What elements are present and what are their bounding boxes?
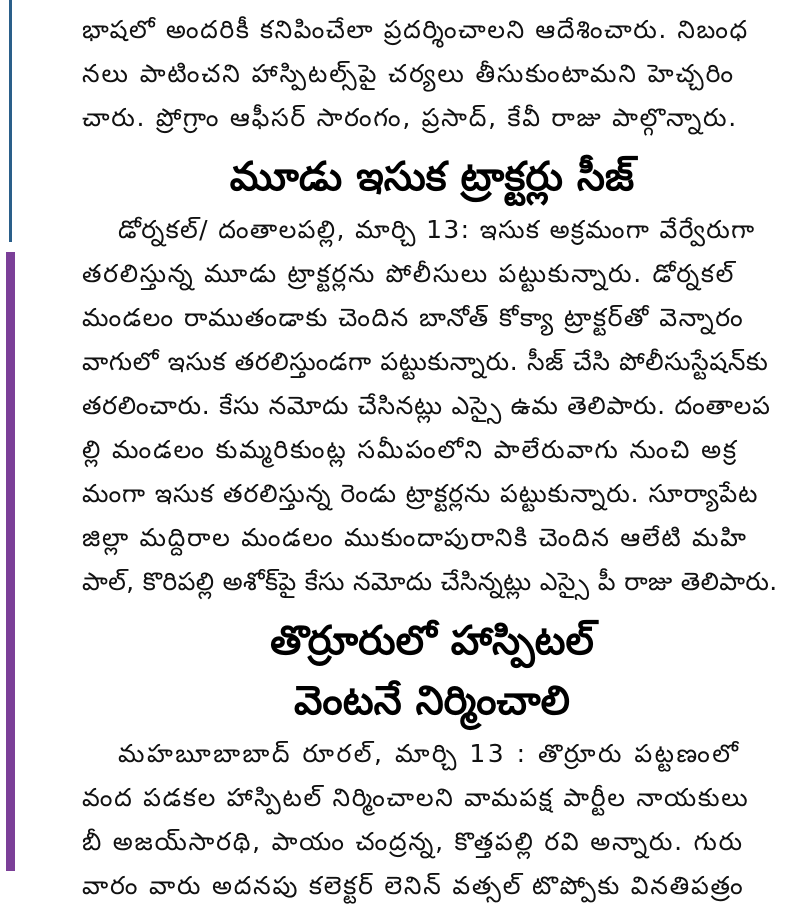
article2-line: తరలిస్తున్న మూడు ట్రాక్టర్లను పోలీసులు పట్టుకున్నారు. డోర్నకల్ [82, 259, 736, 288]
article2-line: మంగా ఇసుక తరలిస్తున్న రెండు ట్రాక్టర్లను పట్టుకున్నారు. సూర్యాపేట [82, 479, 759, 508]
article2-line: పాల్, కొరిపల్లి అశోక్‌పై కేసు నమోదు చేసిన్నట్లు ఎస్సై పీ రాజు తెలిపారు. [82, 567, 778, 596]
article-column [82, 0, 782, 908]
article3-headline-line2: వెంటనే నిర్మించాలి [293, 678, 570, 724]
article2-line: జిల్లా మద్దిరాల మండలం ముకుందాపురానికి చెందిన ఆలేటి మహి [82, 523, 748, 552]
article2-line: మండలం రాముతండాకు చెందిన బానోత్ కోక్యా ట్రాక్టర్‌తో వెన్నారం [82, 303, 745, 332]
article1-line: చారు. ప్రోగ్రాం ఆఫీసర్ సారంగం, ప్రసాద్, కేవీ రాజు పాల్గొన్నారు. [82, 103, 738, 132]
article2-line: డోర్నకల్/ దంతాలపల్లి, మార్చి 13: ఇసుక అక్రమంగా వేర్వేరుగా [118, 215, 756, 244]
article2-headline: మూడు ఇసుక ట్రాక్టర్లు సీజ్ [229, 154, 635, 200]
column-divider-top [0, 0, 12, 242]
article3-line: వారం వారు అదనపు కలెక్టర్ లెనిన్ వత్సల్ టొప్పోకు వినతిపత్రం [82, 871, 745, 900]
article2-body [82, 208, 782, 604]
article2-line: ల్లి మండలం కుమ్మరికుంట్ల సమీపంలోని పాలేరువాగు నుంచి అక్ర [82, 435, 738, 464]
article3-line: వంద పడకల హాస్పిటల్ నిర్మించాలని వామపక్ష పార్టీల నాయకులు [82, 783, 750, 812]
article3-line: మహబూబాబాద్ రూరల్, మార్చి 13 : తొర్రూరు పట్టణంలో [118, 739, 741, 768]
article1-line: నలు పాటించని హాస్పిటల్స్‌పై చర్యలు తీసుకుంటామని హెచ్చరిం [82, 59, 736, 88]
article3-headline-line1: తొర్రూరులో హాస్పిటల్ [270, 618, 594, 664]
article3-body [82, 732, 782, 908]
article1-line: భాషలో అందరికీ కనిపించేలా ప్రదర్శించాలని ఆదేశించారు. నిబంధ [82, 15, 749, 44]
article3-line: బీ అజయ్‌సారథి, పాయం చంద్రన్న, కొత్తపల్లి రవి అన్నారు. గురు [82, 827, 744, 856]
article2-line: తరలించారు. కేసు నమోదు చేసినట్లు ఎస్సై ఉమ తెలిపారు. దంతాలప [82, 391, 771, 420]
column-divider-purple [6, 252, 15, 871]
article2-line: వాగులో ఇసుక తరలిస్తుండగా పట్టుకున్నారు. సీజ్ చేసి పోలీసుస్టేషన్‌కు [82, 347, 769, 376]
article1-body [82, 8, 782, 140]
